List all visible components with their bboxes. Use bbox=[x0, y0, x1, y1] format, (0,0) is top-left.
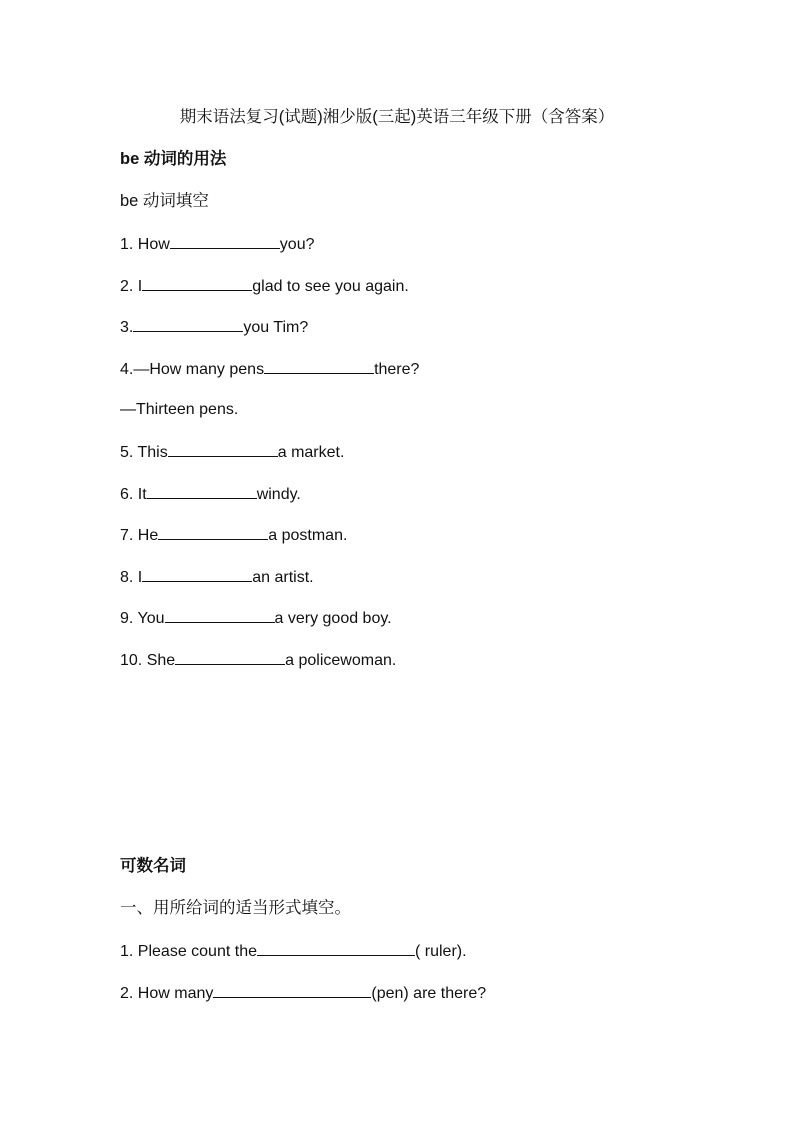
answer-blank[interactable] bbox=[264, 357, 374, 374]
question-8 bbox=[120, 565, 314, 589]
question-text-after: you? bbox=[279, 236, 315, 253]
question-text-after: there? bbox=[374, 361, 420, 378]
section-subheading-be-verb-fill: be 动词填空 bbox=[120, 192, 209, 210]
question-text-before: 4.—How many pens bbox=[120, 361, 265, 378]
question-text-before: 9. You bbox=[120, 610, 165, 627]
question-text-before: 8. I bbox=[120, 569, 143, 586]
section-instruction: 一、用所给词的适当形式填空。 bbox=[120, 899, 351, 917]
answer-blank[interactable] bbox=[257, 939, 415, 956]
document-title: 期末语法复习(试题)湘少版(三起)英语三年级下册（含答案） bbox=[179, 108, 615, 126]
answer-blank[interactable] bbox=[142, 274, 252, 291]
question-text-before: 2. How many bbox=[120, 985, 214, 1002]
question-text-before: 7. He bbox=[120, 527, 159, 544]
question-2 bbox=[120, 274, 409, 298]
question-text-after: a policewoman. bbox=[285, 652, 397, 669]
noun-question-1 bbox=[120, 939, 467, 963]
question-7 bbox=[120, 523, 347, 547]
question-5 bbox=[120, 440, 344, 464]
section-heading-countable-nouns: 可数名词 bbox=[120, 857, 186, 875]
question-4 bbox=[120, 357, 419, 381]
question-text-after: a very good boy. bbox=[274, 610, 392, 627]
question-text-after: glad to see you again. bbox=[252, 278, 409, 295]
answer-blank[interactable] bbox=[158, 523, 268, 540]
question-9 bbox=[120, 606, 392, 630]
question-text-after: windy. bbox=[256, 486, 301, 503]
section-heading-be-verb: be 动词的用法 bbox=[120, 150, 227, 168]
question-text-after: ( ruler). bbox=[414, 943, 467, 960]
answer-blank[interactable] bbox=[213, 981, 371, 998]
question-text-before: 2. I bbox=[120, 278, 143, 295]
answer-blank[interactable] bbox=[147, 482, 257, 499]
question-text-after: a market. bbox=[277, 444, 345, 461]
answer-blank[interactable] bbox=[142, 565, 252, 582]
question-4-answer-line: —Thirteen pens. bbox=[120, 401, 239, 418]
question-text-before: 5. This bbox=[120, 444, 168, 461]
question-6 bbox=[120, 482, 301, 506]
question-text-before: 1. Please count the bbox=[120, 943, 257, 960]
question-text-after: (pen) are there? bbox=[371, 985, 487, 1002]
question-text-before: 10. She bbox=[120, 652, 176, 669]
question-3 bbox=[120, 315, 308, 339]
question-10 bbox=[120, 648, 396, 672]
noun-question-2 bbox=[120, 981, 486, 1005]
answer-blank[interactable] bbox=[168, 440, 278, 457]
question-text-before: 6. It bbox=[120, 486, 147, 503]
answer-blank[interactable] bbox=[133, 315, 243, 332]
answer-blank[interactable] bbox=[175, 648, 285, 665]
question-text-before: 1. How bbox=[120, 236, 170, 253]
question-text-before: 3. bbox=[120, 319, 134, 336]
question-text-after: an artist. bbox=[252, 569, 314, 586]
question-text-after: a postman. bbox=[268, 527, 348, 544]
question-text-after: you Tim? bbox=[243, 319, 309, 336]
answer-blank[interactable] bbox=[170, 232, 280, 249]
answer-blank[interactable] bbox=[165, 606, 275, 623]
question-1 bbox=[120, 232, 315, 256]
